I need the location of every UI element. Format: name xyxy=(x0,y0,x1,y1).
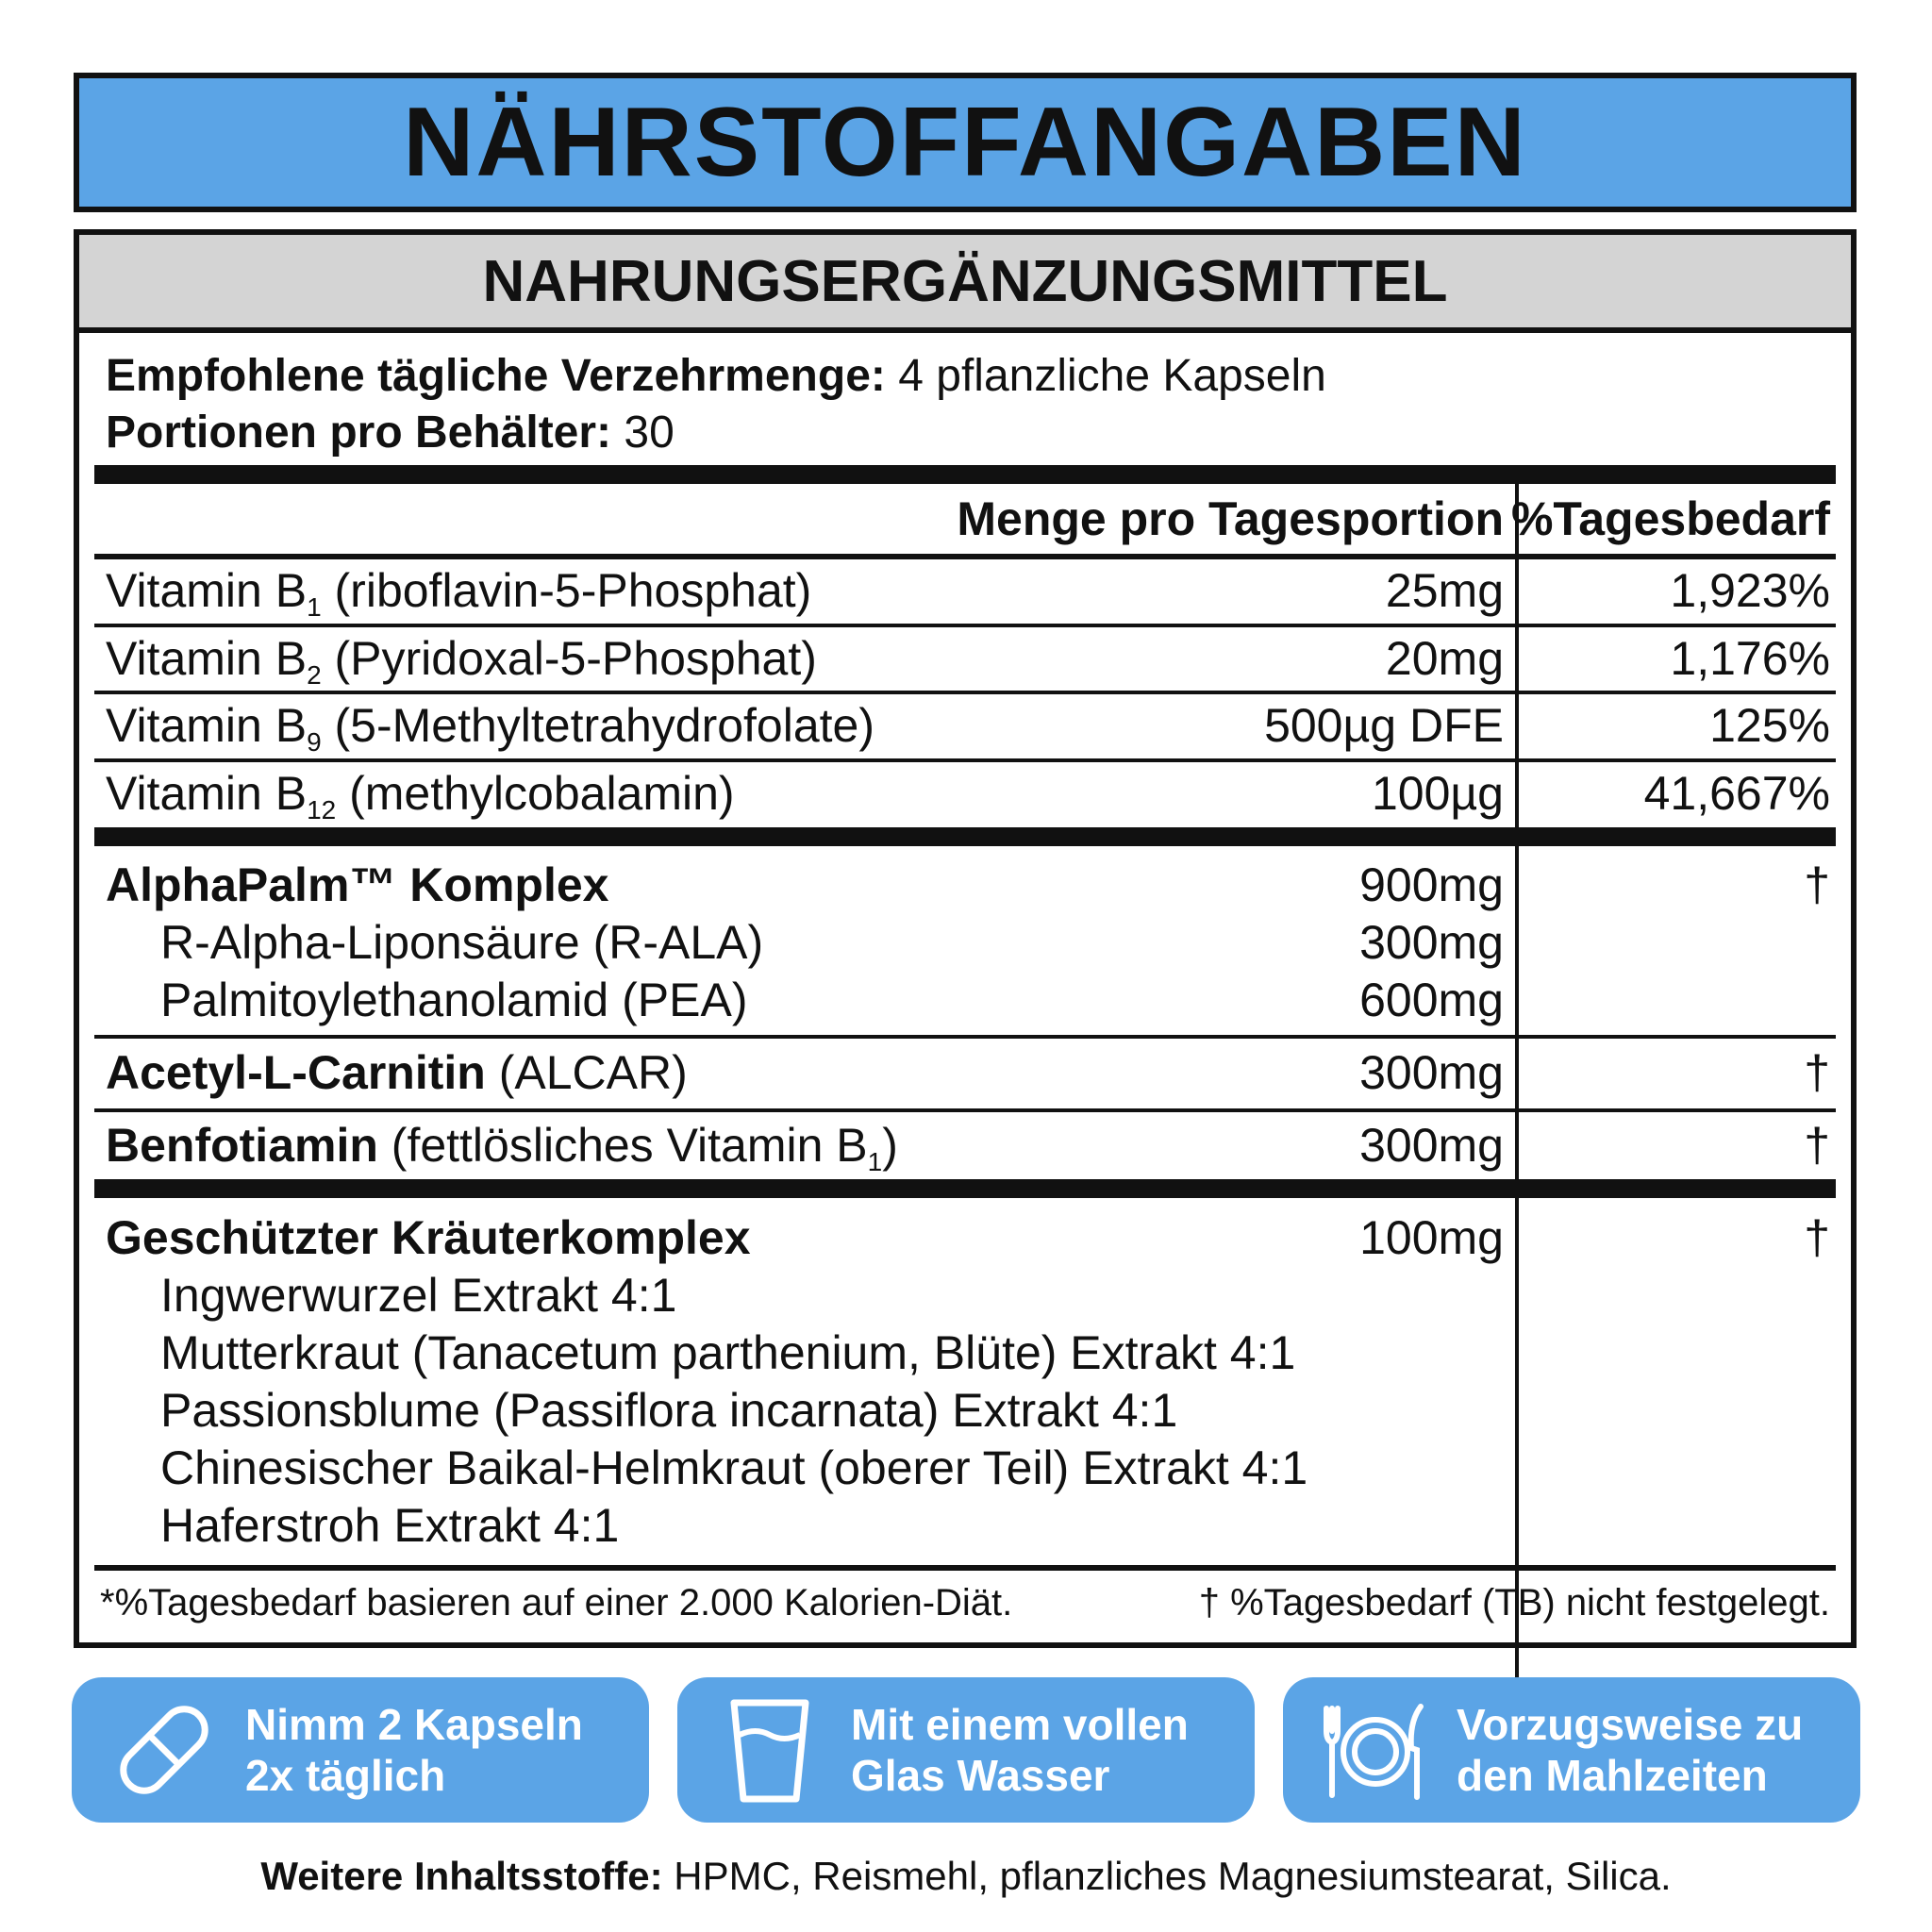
nutrition-panel xyxy=(74,229,1857,1648)
vitamin-b9-dv: 125% xyxy=(1709,699,1830,752)
herbal-item: Ingwerwurzel Extrakt 4:1 xyxy=(160,1269,677,1322)
badge-meals xyxy=(1283,1677,1860,1823)
vitamin-b12-dv: 41,667% xyxy=(1643,767,1830,820)
other-ingredients-label: Weitere Inhaltsstoffe: xyxy=(260,1854,663,1898)
alphapalm-amount: 900mg xyxy=(1359,858,1504,911)
pea-name: Palmitoylethanolamid (PEA) xyxy=(160,974,748,1026)
divider xyxy=(94,554,1836,559)
divider-thick xyxy=(94,1179,1836,1198)
vitamin-b1-dv: 1,923% xyxy=(1670,564,1830,617)
servings-per-container xyxy=(106,407,675,458)
pea-amount: 600mg xyxy=(1359,974,1504,1026)
badge-water-label: Mit einem vollen Glas Wasser xyxy=(851,1700,1189,1800)
servings-value: 30 xyxy=(624,408,675,458)
vitamin-b9-name: Vitamin $B_9$ (5-Methyltetrahydrofolate) xyxy=(106,699,874,757)
vitamin-b9-amount: 500µg DFE xyxy=(1264,699,1504,752)
badge-meals-label: Vorzugsweise zu den Mahlzeiten xyxy=(1457,1700,1804,1800)
divider-thick xyxy=(94,465,1836,484)
herbal-complex-dv: † xyxy=(1804,1211,1830,1264)
badge-dosage xyxy=(72,1677,649,1823)
herbal-item: Haferstroh Extrakt 4:1 xyxy=(160,1499,620,1552)
footnote-dv-not-established: † %Tagesbedarf (TB) nicht festgelegt. xyxy=(1198,1582,1830,1624)
divider xyxy=(94,1565,1836,1571)
alcar-amount: 300mg xyxy=(1359,1046,1504,1099)
servings-label: Portionen pro Behälter: xyxy=(106,408,612,458)
divider xyxy=(94,758,1836,762)
vitamin-b12-name: Vitamin $B_{12}$ (methylcobalamin) xyxy=(106,767,735,824)
panel-subtitle-bar xyxy=(79,235,1851,333)
column-header-dv: %Tagesbedarf xyxy=(1510,492,1830,545)
alcar-name: Acetyl-L-Carnitin (ALCAR) xyxy=(106,1046,688,1099)
herbal-complex-amount: 100mg xyxy=(1359,1211,1504,1264)
column-header-amount: Menge pro Tagesportion xyxy=(957,492,1504,545)
page-title: NÄHRSTOFFANGABEN xyxy=(403,87,1527,197)
other-ingredients-value: HPMC, Reismehl, pflanzliches Magnesiumstearat, Silica. xyxy=(662,1854,1672,1898)
vitamin-b1-name: Vitamin $B_1$ (riboflavin-5-Phosphat) xyxy=(106,564,812,622)
vitamin-b2-dv: 1,176% xyxy=(1670,632,1830,685)
serving-size-value: 4 pflanzliche Kapseln xyxy=(898,351,1326,401)
vitamin-b1-amount: 25mg xyxy=(1385,564,1504,617)
divider xyxy=(94,1035,1836,1039)
title-banner xyxy=(74,73,1857,212)
benfotiamin-amount: 300mg xyxy=(1359,1119,1504,1172)
divider xyxy=(94,691,1836,694)
benfotiamin-dv: † xyxy=(1804,1119,1830,1172)
capsule-icon xyxy=(108,1693,221,1807)
alphapalm-name: AlphaPalm™ Komplex xyxy=(106,858,609,911)
alphapalm-dv: † xyxy=(1804,858,1830,911)
other-ingredients xyxy=(0,1854,1932,1899)
serving-size xyxy=(106,350,1326,402)
herbal-complex-name: Geschützter Kräuterkomplex xyxy=(106,1211,751,1264)
vitamin-b2-name: Vitamin $B_2$ (Pyridoxal-5-Phosphat) xyxy=(106,632,817,690)
alcar-dv: † xyxy=(1804,1046,1830,1099)
vitamin-b2-amount: 20mg xyxy=(1385,632,1504,685)
divider xyxy=(94,624,1836,627)
divider xyxy=(94,1108,1836,1112)
herbal-item: Chinesischer Baikal-Helmkraut (oberer Teil) Extrakt 4:1 xyxy=(160,1441,1308,1494)
r-ala-amount: 300mg xyxy=(1359,916,1504,969)
badge-dosage-label: Nimm 2 Kapseln 2x täglich xyxy=(245,1700,583,1800)
benfotiamin-name: Benfotiamin (fettlösliches Vitamin $B_1$) xyxy=(106,1119,898,1176)
water-glass-icon xyxy=(713,1693,826,1807)
plate-cutlery-icon xyxy=(1319,1693,1432,1807)
divider-thick xyxy=(94,827,1836,846)
vitamin-b12-amount: 100µg xyxy=(1371,767,1504,820)
r-ala-name: R-Alpha-Liponsäure (R-ALA) xyxy=(160,916,764,969)
panel-subtitle: NAHRUNGSERGÄNZUNGSMITTEL xyxy=(482,248,1448,314)
herbal-item: Mutterkraut (Tanacetum parthenium, Blüte) Extrakt 4:1 xyxy=(160,1326,1296,1379)
herbal-item: Passionsblume (Passiflora incarnata) Extrakt 4:1 xyxy=(160,1384,1178,1437)
serving-size-label: Empfohlene tägliche Verzehrmenge: xyxy=(106,351,886,401)
badge-water xyxy=(677,1677,1255,1823)
footnote-dv-basis: *%Tagesbedarf basieren auf einer 2.000 Kalorien-Diät. xyxy=(100,1582,1013,1624)
